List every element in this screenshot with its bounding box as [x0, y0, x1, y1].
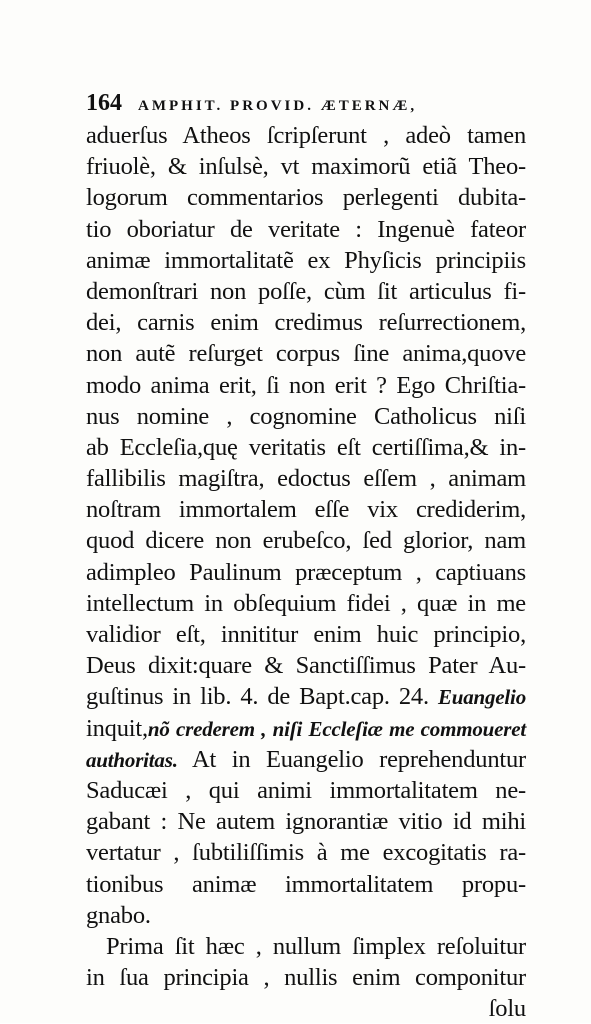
text-line: demonſtrari non poſſe, cùm ſit articulus fi-	[86, 277, 526, 305]
text-line: dei, carnis enim credimus reſurrectionem,	[86, 309, 526, 337]
text-line: modo anima erit, ſi non erit ? Ego Chriſtia-	[86, 371, 526, 399]
text-line: ab Eccleſia,quę veritatis eſt certiſſima,& in-	[86, 433, 526, 461]
text-line: inquit,nõ crederem , niſi Eccleſiæ me commoueret	[86, 714, 526, 742]
text-block	[86, 120, 526, 1024]
text-line: animæ immortalitatẽ ex Phyſicis principiis	[86, 246, 526, 274]
text-line: gabant : Ne autem ignorantiæ vitio id mihi	[86, 808, 526, 836]
text-line: adimpleo Paulinum præceptum , captiuans	[86, 558, 526, 586]
text-line: non autẽ reſurget corpus ſine anima,quove	[86, 340, 526, 368]
italic-citation: nõ crederem , niſi Eccleſiæ me commoueret	[147, 716, 526, 741]
running-title: AMPHIT. PROVID. ÆTERNÆ,	[138, 98, 418, 114]
text-line: tionibus animæ immortalitatem propu-	[86, 870, 526, 898]
catchword: ſolu	[488, 995, 526, 1023]
text-line: Saducæi , qui animi immortalitatem ne-	[86, 776, 526, 804]
text-line: guſtinus in lib. 4. de Bapt.cap. 24. Euangelio	[86, 683, 526, 711]
text-line: quod dicere non erubeſco, ſed glorior, nam	[86, 527, 526, 555]
running-head	[86, 86, 526, 120]
text-line: Deus dixit:quare & Sanctiſſimus Pater Au-	[86, 652, 526, 680]
page-number: 164	[86, 90, 122, 116]
text-line: fallibilis magiſtra, edoctus eſſem , animam	[86, 465, 526, 493]
text-line: validior eſt, innititur enim huic principio,	[86, 621, 526, 648]
text-line: noſtram immortalem eſſe vix crediderim,	[86, 496, 526, 524]
text-line: logorum commentarios perlegenti dubita-	[86, 184, 526, 212]
italic-citation: authoritas.	[86, 747, 178, 772]
text-line: aduerſus Atheos ſcripſerunt , adeò tamen	[86, 122, 526, 149]
text-line: friuolè, & inſulsè, vt maximorũ etiã Theo-	[86, 153, 526, 181]
text-line: nus nomine , cognomine Catholicus niſi	[86, 402, 526, 430]
text-line: authoritas. At in Euangelio reprehenduntur	[86, 745, 526, 773]
text-line: intellectum in obſequium fidei , quæ in me	[86, 589, 526, 617]
text-line: Prima ſit hæc , nullum ſimplex reſoluitur	[106, 932, 526, 960]
text-line: vertatur , ſubtiliſſimis à me excogitatis ra-	[86, 839, 526, 867]
text-line: in ſua principia , nullis enim componitur	[86, 964, 526, 992]
text-line: gnabo.	[86, 901, 151, 929]
italic-citation: Euangelio	[437, 685, 526, 710]
text-line: tio oboriatur de veritate : Ingenuè fateor	[86, 215, 526, 243]
